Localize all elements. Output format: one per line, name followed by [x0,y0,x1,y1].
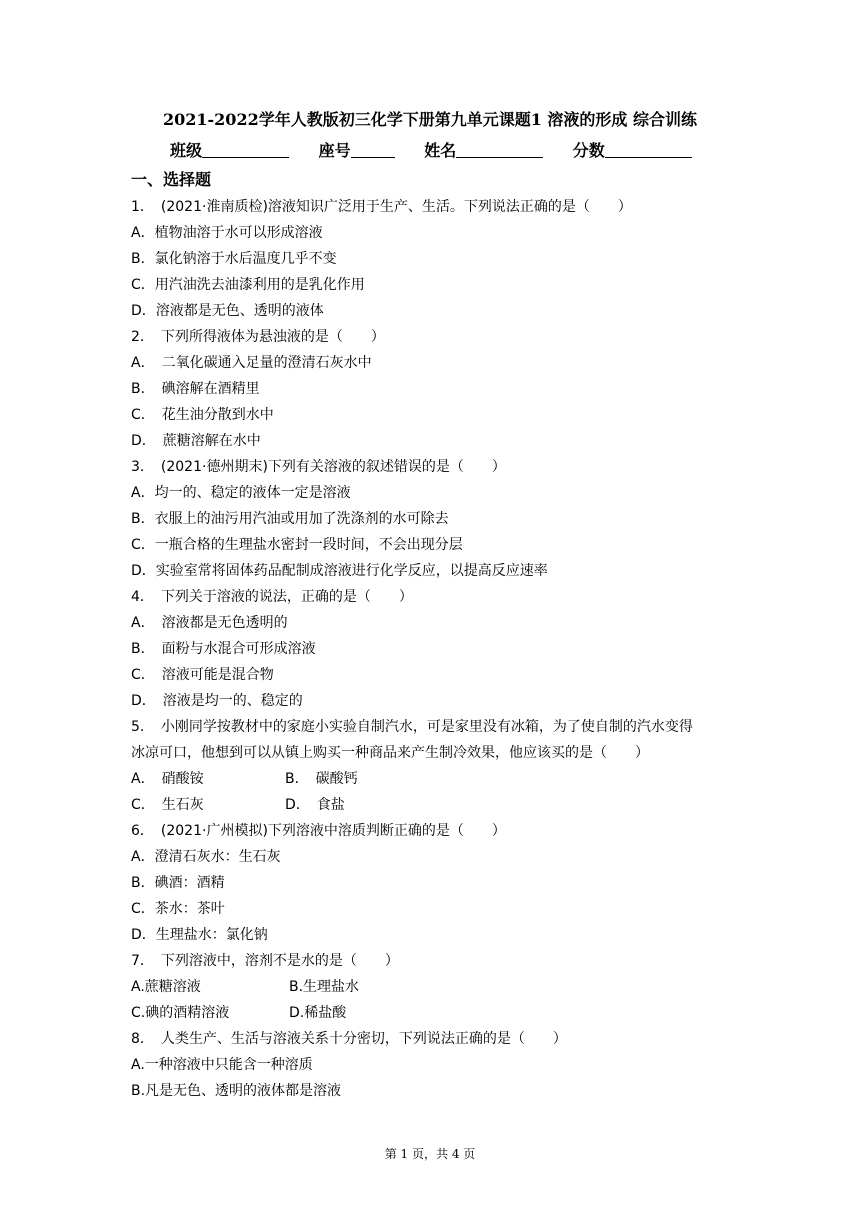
question-line: C． 溶液可能是混合物 [131,667,274,683]
score-blank [605,141,692,158]
question-line: B． 面粉与水混合可形成溶液 [131,641,316,657]
question-stem: 6． (2021·广州模拟)下列溶液中溶质判断正确的是（ ） [131,823,506,839]
option-right: B． 碳酸钙 [285,771,358,787]
question-line: A．植物油溶于水可以形成溶液 [131,225,323,241]
question-line: A．均一的、稳定的液体一定是溶液 [131,485,351,501]
name-label: 姓名 [424,141,457,160]
question-line: B． 碘溶解在酒精里 [131,381,260,397]
option-left: A.蔗糖溶液 [131,979,201,995]
option-right: D.稀盐酸 [289,1005,347,1021]
question-line: C． 花生油分散到水中 [131,407,274,423]
option-left: C． 生石灰 [131,797,204,813]
option-row [131,769,358,789]
class-label: 班级 [170,141,203,160]
question-line: D． 蔗糖溶解在水中 [131,433,261,449]
option-left: C.碘的酒精溶液 [131,1005,230,1021]
question-line: B．氯化钠溶于水后温度几乎不变 [131,251,337,267]
question-stem: 5． 小刚同学按教材中的家庭小实验自制汽水，可是家里没有冰箱，为了使自制的汽水变得 [131,719,693,735]
name-field [424,140,543,162]
question-stem: 8． 人类生产、生活与溶液关系十分密切，下列说法正确的是（ ） [131,1031,567,1047]
question-line: B．衣服上的油污用汽油或用加了洗涤剂的水可除去 [131,511,449,527]
option-row [131,1003,346,1023]
seat-blank [351,141,395,158]
question-line: A.一种溶液中只能含一种溶质 [131,1057,313,1073]
question-stem: 2． 下列所得液体为悬浊液的是（ ） [131,329,385,345]
option-right: D． 食盐 [285,797,345,813]
section-heading: 一、选择题 [131,170,212,189]
seat-label: 座号 [318,141,351,160]
question-line: D．生理盐水：氯化钠 [131,927,268,943]
student-info-row [170,140,692,162]
question-line: A． 溶液都是无色透明的 [131,615,288,631]
question-line: 冰凉可口，他想到可以从镇上购买一种商品来产生制冷效果，他应该买的是（ ） [131,745,649,761]
class-field [170,140,289,162]
question-line: A．澄清石灰水：生石灰 [131,849,281,865]
document-title: 2021-2022学年人教版初三化学下册第九单元课题1 溶液的形成 综合训练 [163,110,697,129]
option-left: A． 硝酸铵 [131,771,204,787]
question-stem: 3． (2021·德州期末)下列有关溶液的叙述错误的是（ ） [131,459,506,475]
question-line: B.凡是无色、透明的液体都是溶液 [131,1083,342,1099]
question-stem: 7． 下列溶液中，溶剂不是水的是（ ） [131,953,399,969]
seat-field [319,140,395,162]
question-line: C．茶水：茶叶 [131,901,225,917]
option-row [131,977,359,997]
question-line: D．实验室常将固体药品配制成溶液进行化学反应，以提高反应速率 [131,563,548,579]
page-footer: 第 1 页，共 4 页 [384,1147,476,1161]
question-line: A． 二氧化碳通入足量的澄清石灰水中 [131,355,372,371]
name-blank [456,141,543,158]
option-right: B.生理盐水 [289,979,360,995]
question-line: C．用汽油洗去油漆利用的是乳化作用 [131,277,365,293]
question-stem: 1． (2021·淮南质检)溶液知识广泛用于生产、生活。下列说法正确的是（ ） [131,199,632,215]
question-line: D．溶液都是无色、透明的液体 [131,303,324,319]
class-blank [202,141,289,158]
question-line: C．一瓶合格的生理盐水密封一段时间，不会出现分层 [131,537,463,553]
question-line: D． 溶液是均一的、稳定的 [131,693,303,709]
question-line: B．碘酒：酒精 [131,875,225,891]
question-stem: 4． 下列关于溶液的说法，正确的是（ ） [131,589,413,605]
score-label: 分数 [572,141,605,160]
score-field [573,140,692,162]
option-row [131,795,345,815]
